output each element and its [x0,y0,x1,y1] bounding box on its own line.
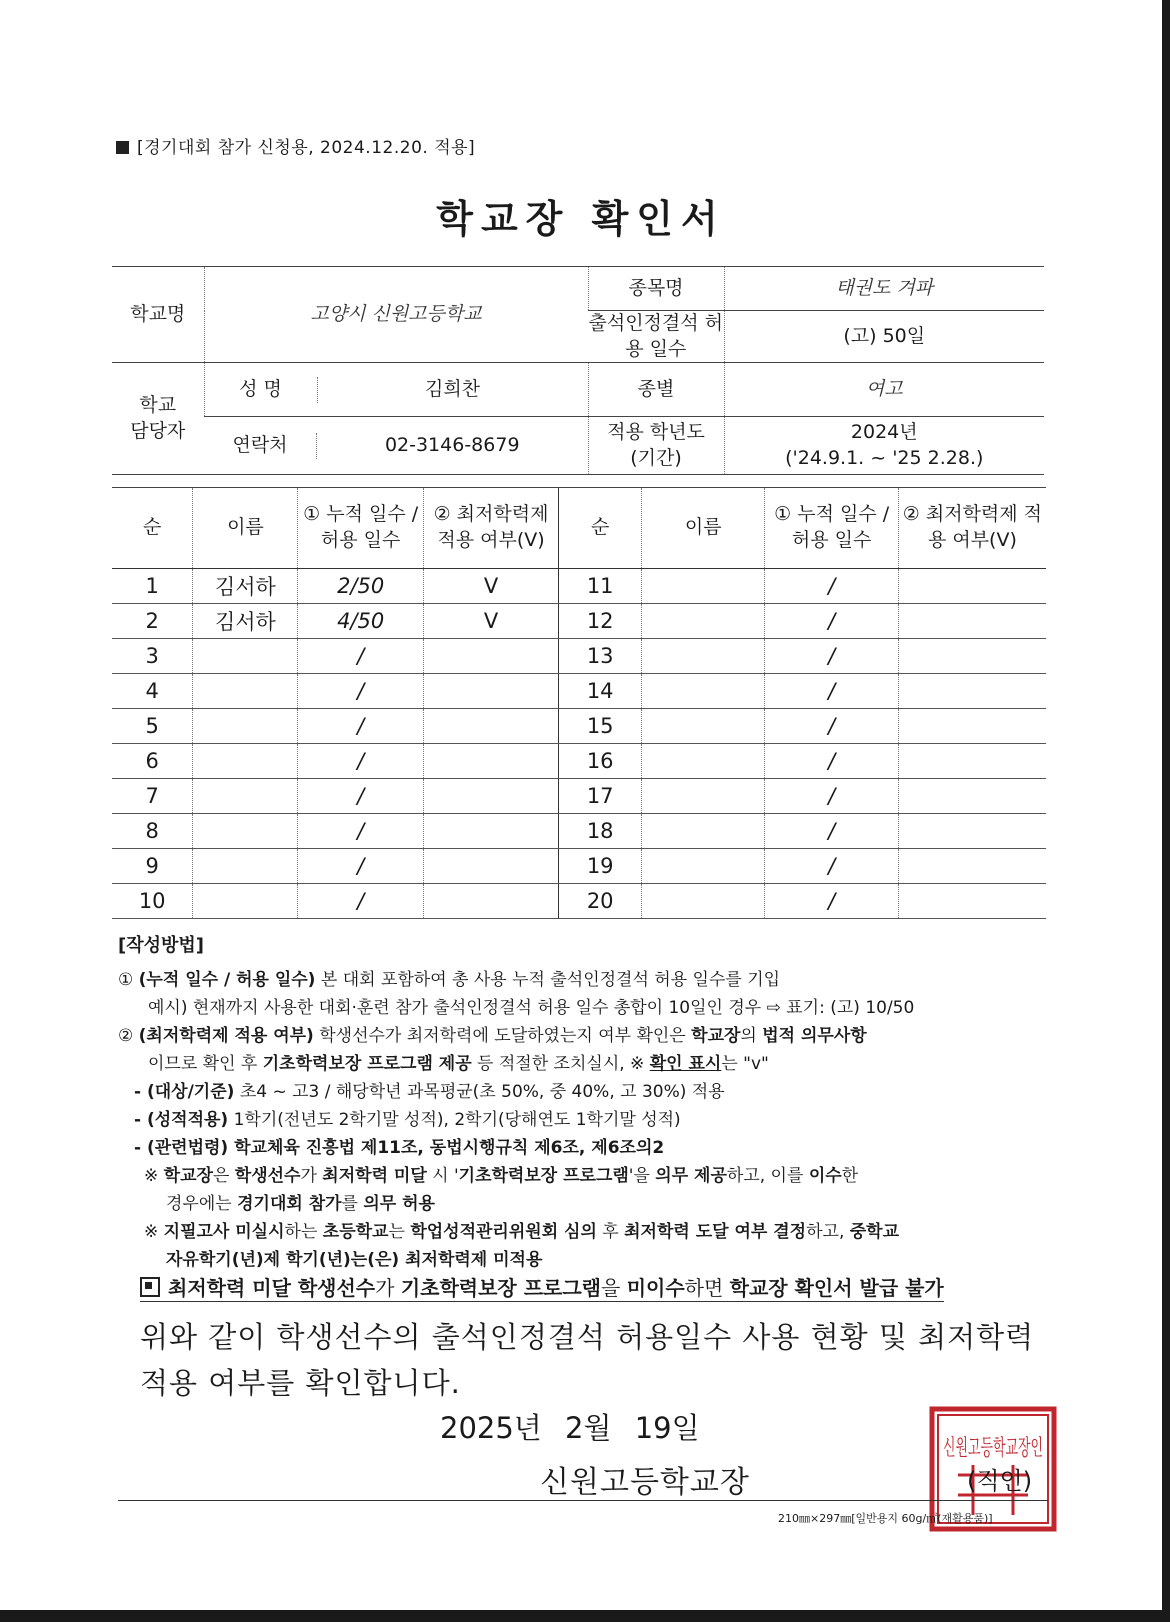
seq-cell: 4 [112,674,193,709]
school-info-table [112,266,1044,475]
bottom-divider [118,1500,1048,1501]
days-header: ① 누적 일수 /허용 일수 [298,488,423,569]
year-label: 적용 학년도 (기간) [588,417,724,475]
paper-spec-note: 210㎜×297㎜[일반용지 60g/㎡(재활용품)] [778,1512,993,1525]
page-title: 학교장 확인서 [436,197,726,241]
days-header-right: ① 누적 일수 / 허용 일수 [765,488,898,569]
minimum-header-right: ② 최저학력제 적용 여부(V) [898,488,1046,569]
seq-cell: 8 [112,814,193,849]
sub-target: - (대상/기준) 초4 ~ 고3 / 해당학년 과목평균(초 50%, 중 40%, 고 30%) 적용 [134,1082,725,1102]
contact-value: 02-3146-8679 [317,433,588,459]
days-cell: / [765,814,898,849]
gender-label: 종별 [588,363,724,417]
days-cell: / [298,884,423,919]
minimum-cell [898,639,1046,674]
note-1-cont: 경우에는 경기대회 참가를 의무 허용 [166,1194,435,1214]
name-cell [642,849,765,884]
seq-cell: 3 [112,639,193,674]
name-cell [642,709,765,744]
event-value: 태권도 겨파 [724,267,1044,311]
seal-mark: (직인) [967,1467,1033,1495]
minimum-cell [423,639,558,674]
seq-cell: 9 [112,849,193,884]
seq-cell: 16 [559,744,642,779]
name-cell [193,814,298,849]
minimum-cell [898,604,1046,639]
days-cell: / [298,744,423,779]
minimum-cell [423,779,558,814]
seq-cell: 19 [559,849,642,884]
year-cell [724,417,1044,475]
seq-cell: 7 [112,779,193,814]
minimum-header: ② 최저학력제 적용 여부(V) [423,488,558,569]
name-cell [642,884,765,919]
header-note: [경기대회 참가 신청용, 2024.12.20. 적용] [116,133,475,158]
days-cell: / [298,849,423,884]
roster-table [112,487,1046,919]
name-cell [193,674,298,709]
note-1: ※ 학교장은 학생선수가 최저학력 미달 시 '기초학력보장 프로그램'을 의무 제공하고, 이를 이수한 [144,1166,859,1186]
seq-cell: 12 [559,604,642,639]
seq-cell: 5 [112,709,193,744]
absence-value: (고) 50일 [724,311,1044,363]
contact-row [204,417,588,475]
contact-label: 연락처 [232,433,288,456]
roster-header-row [112,488,1046,569]
signer-name: 신원고등학교장 [540,1465,750,1500]
manager-label: 학교 담당자 [112,363,204,475]
seq-header-right: 순 [559,488,642,569]
table-row [112,709,1046,744]
days-cell: / [298,639,423,674]
table-row [112,604,1046,639]
days-cell: / [298,674,423,709]
days-cell: / [765,569,898,604]
seq-cell: 2 [112,604,193,639]
instruction-item-2-cont: 이므로 확인 후 기초학력보장 프로그램 제공 등 적절한 조치실시, ※ 확인 표시는 "v" [148,1054,769,1074]
seq-cell: 1 [112,569,193,604]
square-bullet-icon [116,141,129,154]
gender-value: 여고 [724,363,1044,417]
event-label: 종목명 [588,267,724,311]
days-cell: / [765,884,898,919]
minimum-cell: V [423,569,558,604]
days-cell: 2/50 [298,569,423,604]
school-value: 고양시 신원고등학교 [204,267,588,363]
name-header: 이름 [193,488,298,569]
svg-text:신원고등학교장인: 신원고등학교장인 [943,1436,1043,1461]
days-cell: 4/50 [298,604,423,639]
minimum-cell [898,884,1046,919]
note-2: ※ 지필고사 미실시하는 초등학교는 학업성적관리위원회 심의 후 최저학력 도달 여부 결정하고, 중학교 [144,1222,900,1242]
days-cell: / [765,779,898,814]
seq-cell: 20 [559,884,642,919]
minimum-cell [423,849,558,884]
name-cell [642,779,765,814]
instruction-example: 예시) 현재까지 사용한 대회·훈련 참가 출석인정결석 허용 일수 총합이 10일인 경우 ⇨ 표기: (고) 10/50 [148,998,915,1018]
seq-cell: 13 [559,639,642,674]
name-cell [642,814,765,849]
name-cell [193,779,298,814]
notice-line: 최저학력 미달 학생선수가 기초학력보장 프로그램을 미이수하면 학교장 확인서 발급 불가 [140,1272,944,1302]
name-label: 성 명 [239,377,282,400]
seq-header: 순 [112,488,193,569]
seq-cell: 6 [112,744,193,779]
minimum-cell [898,744,1046,779]
name-cell [642,674,765,709]
days-cell: / [765,709,898,744]
name-cell: 김서하 [193,604,298,639]
days-cell: / [298,779,423,814]
name-row [204,363,588,417]
name-cell [193,849,298,884]
table-row [112,639,1046,674]
instruction-item-2: ② (최저학력제 적용 여부) 학생선수가 최저학력에 도달하였는지 여부 확인은 학교장의 법적 의무사항 [118,1026,867,1046]
sub-law: - (관련법령) 학교체육 진흥법 제11조, 동법시행규칙 제6조, 제6조의2 [134,1138,665,1158]
seq-cell: 14 [559,674,642,709]
seq-cell: 15 [559,709,642,744]
minimum-cell: V [423,604,558,639]
days-cell: / [765,674,898,709]
school-label: 학교명 [112,267,204,363]
minimum-cell [898,779,1046,814]
minimum-cell [423,709,558,744]
seq-cell: 10 [112,884,193,919]
minimum-cell [423,744,558,779]
name-cell [193,709,298,744]
seq-cell: 17 [559,779,642,814]
table-row [112,814,1046,849]
name-cell [193,744,298,779]
name-cell [193,884,298,919]
name-cell [193,639,298,674]
days-cell: / [765,744,898,779]
instruction-item-1: ① (누적 일수 / 허용 일수) 본 대회 포함하여 총 사용 누적 출석인정결석 허용 일수를 기입 [118,970,781,990]
name-cell [642,639,765,674]
name-header-right: 이름 [642,488,765,569]
seq-cell: 11 [559,569,642,604]
issue-date: 2025년 2월 19일 [440,1411,700,1445]
minimum-cell [898,569,1046,604]
name-value: 김희찬 [317,377,588,403]
name-cell [642,569,765,604]
minimum-cell [898,814,1046,849]
minimum-cell [898,849,1046,884]
confirmation-text: 위와 같이 학생선수의 출석인정결석 허용일수 사용 현황 및 최저학력 적용 여부를 확인합니다. [140,1320,1035,1400]
notice-box-icon [140,1277,160,1297]
year-value: 2024년 [850,421,918,444]
table-row [112,569,1046,604]
name-cell [642,744,765,779]
days-cell: / [765,604,898,639]
days-cell: / [765,639,898,674]
instructions-title: [작성방법] [118,935,205,956]
table-row [112,884,1046,919]
minimum-cell [898,709,1046,744]
days-cell: / [298,814,423,849]
minimum-cell [423,674,558,709]
instructions [118,932,1048,1274]
table-row [112,674,1046,709]
absence-label: 출석인정결석 허용 일수 [588,311,724,363]
year-period: ('24.9.1. ~ '25 2.28.) [785,446,984,469]
table-row [112,744,1046,779]
minimum-cell [423,814,558,849]
days-cell: / [765,849,898,884]
name-cell [642,604,765,639]
note-2-cont: 자유학기(년)제 학기(년)는(은) 최저학력제 미적용 [166,1250,543,1270]
minimum-cell [898,674,1046,709]
sub-grades: - (성적적용) 1학기(전년도 2학기말 성적), 2학기(당해연도 1학기말 성적) [134,1110,681,1130]
table-row [112,779,1046,814]
seq-cell: 18 [559,814,642,849]
days-cell: / [298,709,423,744]
name-cell: 김서하 [193,569,298,604]
table-row [112,849,1046,884]
minimum-cell [423,884,558,919]
